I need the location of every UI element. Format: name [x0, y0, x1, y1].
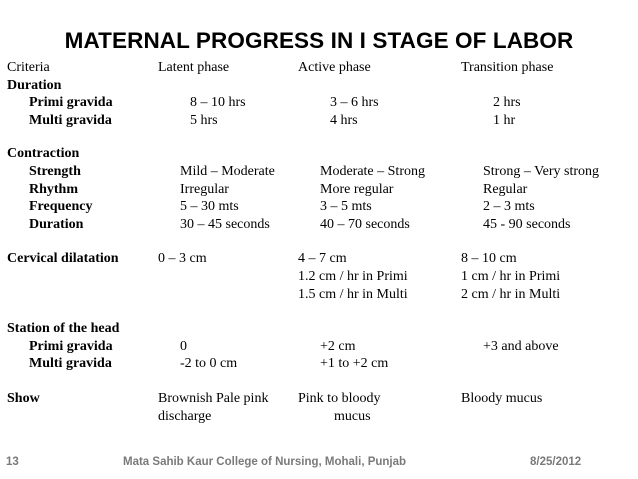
section-duration [7, 77, 638, 95]
cell-latent: -2 to 0 cm [180, 356, 238, 372]
table-row [7, 355, 638, 373]
header-latent: Latent phase [158, 60, 230, 75]
cell-transition: Regular [483, 181, 528, 197]
row-label: Show [7, 390, 40, 406]
cell-active: 1.5 cm / hr in Multi [298, 286, 408, 302]
table-row [7, 250, 638, 268]
cell-latent: 0 – 3 cm [158, 251, 207, 267]
cell-active: 40 – 70 seconds [320, 216, 410, 232]
slide-number: 13 [6, 456, 19, 468]
table-row [7, 163, 638, 181]
row-label: Primi gravida [29, 338, 113, 354]
cell-transition: Bloody mucus [461, 390, 543, 406]
cell-latent: Irregular [180, 181, 229, 197]
table-row [7, 286, 638, 304]
cell-transition [483, 355, 638, 373]
institution-name: Mata Sahib Kaur College of Nursing, Mohali, Punjab [123, 456, 407, 468]
cell-active: mucus [334, 408, 371, 424]
table-row [7, 408, 638, 426]
table-row [7, 181, 638, 199]
section-station [7, 320, 638, 338]
row-label: Primi gravida [29, 95, 113, 111]
table-row [7, 390, 638, 408]
cell-transition: 45 - 90 seconds [483, 216, 571, 232]
cell-latent: 0 [180, 338, 187, 354]
cell-active: Moderate – Strong [320, 163, 425, 179]
cell-latent: 5 – 30 mts [180, 199, 239, 215]
labor-progress-table [7, 59, 638, 425]
cell-active: Pink to bloody [298, 390, 381, 406]
cell-transition: Strong – Very strong [483, 163, 600, 179]
cell-transition: 2 – 3 mts [483, 199, 535, 215]
row-label: Multi gravida [29, 112, 112, 128]
table-row [7, 338, 638, 356]
row-label: Strength [29, 163, 81, 179]
slide-title: MATERNAL PROGRESS IN I STAGE OF LABOR [64, 28, 574, 53]
table-row [7, 268, 638, 286]
section-contraction [7, 145, 638, 163]
cell-active: +2 cm [320, 338, 356, 354]
cell-active: More regular [320, 181, 394, 197]
cell-latent: discharge [158, 408, 212, 424]
cell-latent: 30 – 45 seconds [180, 216, 270, 232]
cell-latent: Mild – Moderate [180, 163, 275, 179]
row-label: Duration [7, 77, 62, 93]
row-label: Duration [29, 216, 84, 232]
header-criteria: Criteria [7, 60, 50, 75]
cell-transition: +3 and above [483, 338, 559, 354]
row-label: Multi gravida [29, 356, 112, 372]
table-row [7, 112, 638, 130]
table-row [7, 216, 638, 234]
cell-transition: 1 cm / hr in Primi [461, 268, 561, 284]
cell-transition: 8 – 10 cm [461, 251, 517, 267]
header-transition: Transition phase [461, 60, 554, 75]
row-label: Rhythm [29, 181, 79, 197]
table-row [7, 198, 638, 216]
cell-active: 4 – 7 cm [298, 251, 347, 267]
table-header-row [7, 59, 638, 77]
cell-transition: 1 hr [493, 112, 516, 128]
cell-latent: 5 hrs [190, 112, 218, 128]
cell-active: 1.2 cm / hr in Primi [298, 268, 408, 284]
cell-active: 4 hrs [330, 112, 358, 128]
slide-date: 8/25/2012 [530, 456, 582, 468]
row-label: Cervical dilatation [7, 251, 119, 267]
row-label: Contraction [7, 146, 80, 162]
slide-footer [0, 456, 638, 476]
cell-active: 3 – 6 hrs [330, 95, 379, 111]
cell-active: +1 to +2 cm [320, 356, 389, 372]
cell-latent: 8 – 10 hrs [190, 95, 246, 111]
table-row [7, 94, 638, 112]
row-label: Station of the head [7, 321, 120, 337]
cell-active: 3 – 5 mts [320, 199, 372, 215]
cell-transition: 2 cm / hr in Multi [461, 286, 561, 302]
row-label: Frequency [29, 199, 93, 215]
cell-transition: 2 hrs [493, 95, 521, 111]
header-active: Active phase [298, 60, 371, 75]
cell-latent: Brownish Pale pink [158, 390, 269, 406]
